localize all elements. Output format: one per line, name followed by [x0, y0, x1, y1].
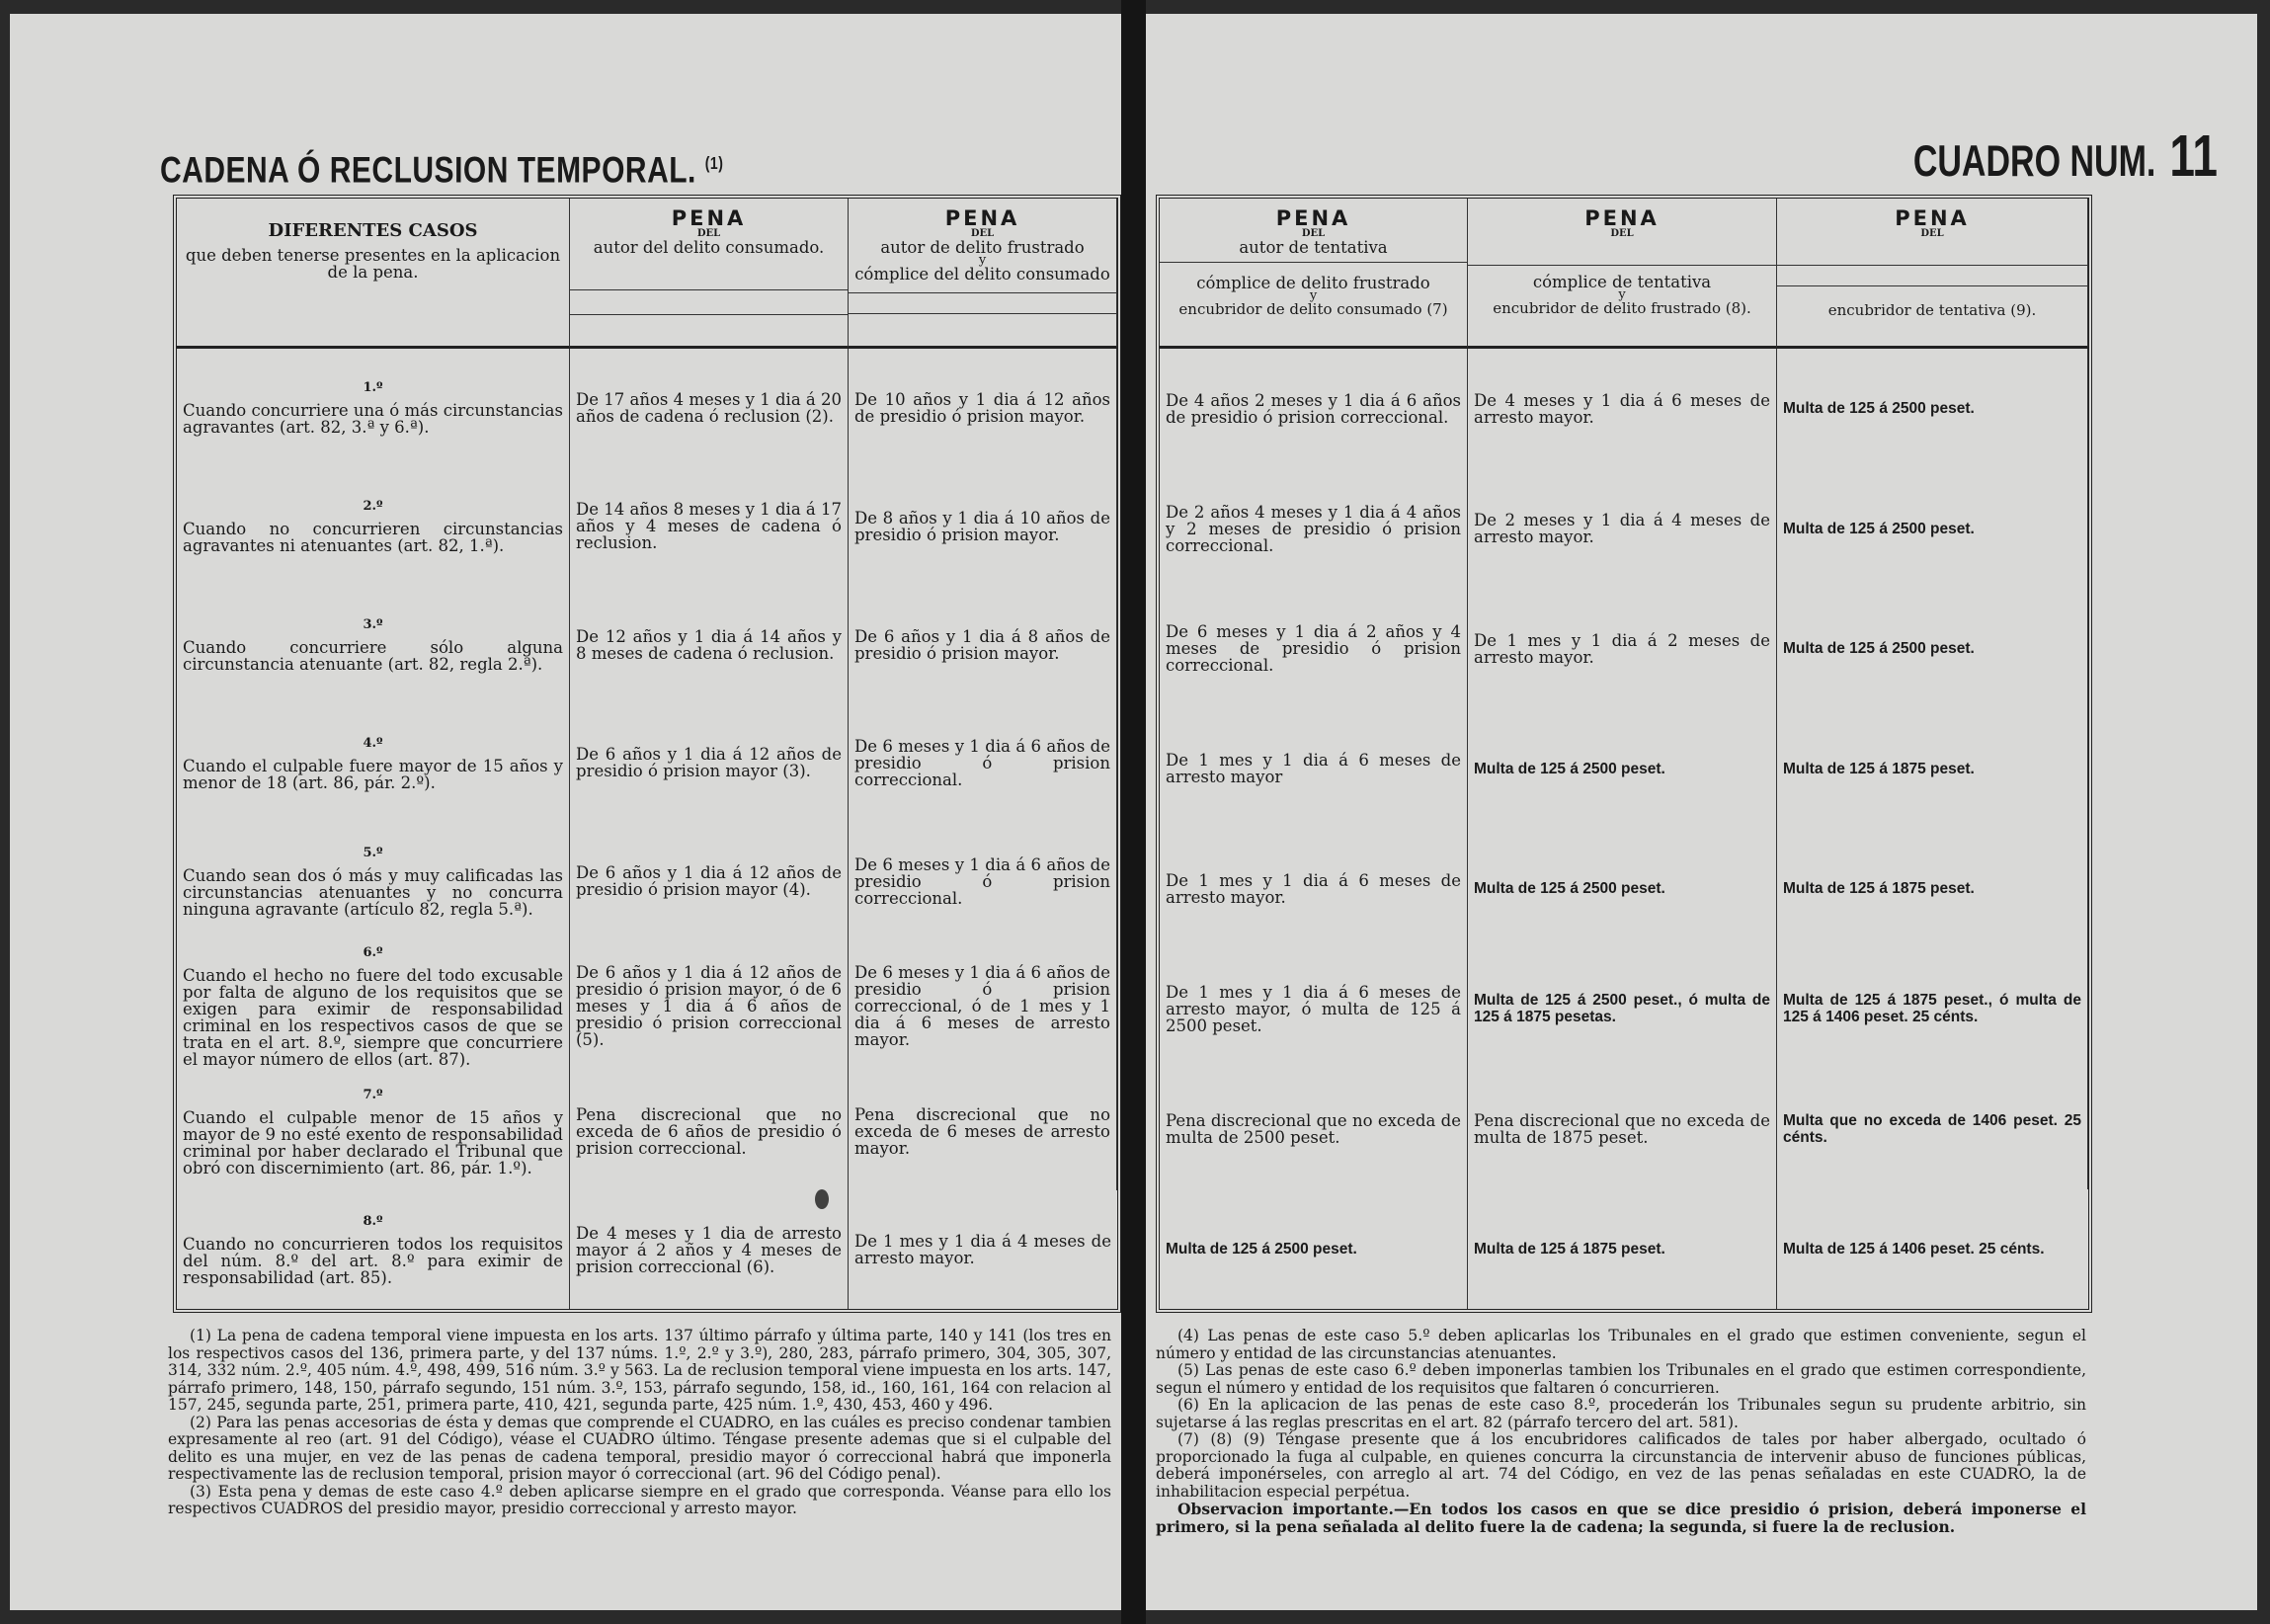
case-cell: 7.º Cuando el culpable menor de 15 años y mayor de 9 no esté exento de responsabilidad criminal por haber declarado el Tribunal que obró con discernimiento (art. 86, pár. 1.º).: [177, 1072, 570, 1190]
penalty-table-right: [1156, 195, 2092, 1313]
header-frustrado: PENA DEL autor de delito frustrado y cómplice del delito consumado: [849, 199, 1117, 349]
penalty-cell: De 4 años 2 meses y 1 dia á 6 años de presidio ó prision correccional.: [1160, 349, 1468, 469]
case-cell: 2.º Cuando no concurrieren circunstancias agravantes ni atenuantes (art. 82, 1.ª).: [177, 467, 570, 586]
ink-blot: [815, 1189, 829, 1209]
penalty-cell: De 6 meses y 1 dia á 6 años de presidio ó prision correccional.: [849, 822, 1117, 940]
footnote: (2) Para las penas accesorias de ésta y demas que comprende el CUADRO, en las cuáles es preciso condenar tambien expresamente al reo (art. 91 del Código), véase el CUADRO último. Téngase presente ademas que si el culpable del delito es una mujer, en vez de las penas de cadena temporal, presidio mayor ó correccional habrá que imponerla respectivamente las de reclusion temporal, prision mayor ó correccional (art. 96 del Código penal).: [168, 1413, 1111, 1483]
penalty-cell: Multa de 125 á 2500 peset.: [1777, 349, 2088, 469]
cuadro-number: CUADRO NUM. 11: [1912, 122, 2218, 189]
case-cell: 4.º Cuando el culpable fuere mayor de 15 años y menor de 18 (art. 86, pár. 2.º).: [177, 704, 570, 823]
penalty-cell: De 4 meses y 1 dia á 6 meses de arresto mayor.: [1468, 349, 1777, 469]
penalty-cell: De 6 años y 1 dia á 8 años de presidio ó prision mayor.: [849, 586, 1117, 704]
penalty-cell: Multa de 125 á 2500 peset.: [1777, 589, 2088, 709]
case-cell: 3.º Cuando concurriere sólo alguna circunstancia atenuante (art. 82, regla 2.ª).: [177, 586, 570, 704]
footnote: (3) Esta pena y demas de este caso 4.º deben aplicarse siempre en el grado que corresponda. Véanse para ello los respectivos CUADROS del presidio mayor, presidio correccional y arresto mayor.: [168, 1482, 1111, 1517]
footnote: (1) La pena de cadena temporal viene impuesta en los arts. 137 último párrafo y última parte, 140 y 141 (los tres en los respectivos casos del 136, primera parte, y del 137 núms. 1.º, 2.º y 3.º), 280, 283, párrafo primero, 304, 305, 307, 314, 332 núm. 2.º, 405 núm. 4.º, 498, 499, 516 núm. 3.º y 563. La de reclusion temporal viene impuesta en los arts. 147, párrafo primero, 148, 150, párrafo segundo, 151 núm. 3.º, 153, párrafo segundo, 158, id., 160, 161, 164 con relacion al 157, 245, segunda parte, 251, primera parte, 410, 421, segunda parte, 425 núm. 1.º, 430, 453, 460 y 496.: [168, 1327, 1111, 1414]
book-gutter: [1121, 0, 1146, 1624]
footnotes-right: [1156, 1328, 2086, 1535]
penalty-cell: Pena discrecional que no exceda de multa de 1875 peset.: [1468, 1069, 1777, 1189]
penalty-cell: De 1 mes y 1 dia á 6 meses de arresto mayor.: [1160, 829, 1468, 949]
header-cases: DIFERENTES CASOS que deben tenerse presentes en la aplicacion de la pena.: [177, 199, 570, 349]
penalty-cell: De 2 años 4 meses y 1 dia á 4 años y 2 meses de presidio ó prision correccional.: [1160, 469, 1468, 590]
penalty-cell: De 6 meses y 1 dia á 6 años de presidio ó prision correccional, ó de 1 mes y 1 dia á 6 meses de arresto mayor.: [849, 940, 1117, 1072]
page-title: CADENA Ó RECLUSION TEMPORAL. $^{(1)}$: [160, 150, 724, 192]
penalty-cell: De 6 meses y 1 dia á 2 años y 4 meses de presidio ó prision correccional.: [1160, 589, 1468, 709]
penalty-cell: Multa de 125 á 1875 peset.: [1468, 1189, 1777, 1310]
penalty-cell: De 6 años y 1 dia á 12 años de presidio ó prision mayor (3).: [570, 704, 849, 823]
penalty-cell: Pena discrecional que no exceda de multa de 2500 peset.: [1160, 1069, 1468, 1189]
penalty-cell: Multa de 125 á 1875 peset.: [1777, 709, 2088, 830]
penalty-cell: De 12 años y 1 dia á 14 años y 8 meses de cadena ó reclusion.: [570, 586, 849, 704]
header-complice-tentativa: PENA DEL cómplice de tentativa y encubridor de delito frustrado (8).: [1468, 199, 1777, 349]
penalty-cell: Multa de 125 á 1406 peset. 25 cénts.: [1783, 1240, 2045, 1258]
penalty-cell: De 1 mes y 1 dia á 4 meses de arresto mayor.: [854, 1232, 1111, 1268]
penalty-cell: De 4 meses y 1 dia de arresto mayor á 2 años y 4 meses de prision correccional (6).: [570, 1190, 849, 1309]
penalty-cell: De 10 años y 1 dia á 12 años de presidio ó prision mayor.: [849, 349, 1117, 467]
footnote: (6) En la aplicacion de las penas de este caso 8.º, procederán los Tribunales segun su prudente arbitrio, sin sujetarse á las reglas prescritas en el art. 82 (párrafo tercero del art. 581).: [1156, 1396, 2086, 1431]
penalty-cell: Multa de 125 á 1875 peset.: [1777, 829, 2088, 949]
penalty-cell: De 17 años 4 meses y 1 dia á 20 años de cadena ó reclusion (2).: [570, 349, 849, 467]
penalty-cell: Multa de 125 á 2500 peset., ó multa de 125 á 1875 pesetas.: [1468, 949, 1777, 1070]
penalty-cell: De 8 años y 1 dia á 10 años de presidio ó prision mayor.: [849, 467, 1117, 586]
penalty-cell: De 14 años 8 meses y 1 dia á 17 años y 4 meses de cadena ó reclusion.: [570, 467, 849, 586]
important-note: Observacion importante.—En todos los casos en que se dice presidio ó prision, deberá imponerse el primero, si la pena señalada al delito fuere la de cadena; la segunda, si fuere la de reclusion.: [1156, 1500, 2086, 1536]
case-cell: 6.º Cuando el hecho no fuere del todo excusable por falta de alguno de los requisitos que se exigen para eximir de responsabilidad criminal en los respectivos casos de que se trata en el art. 8.º, siempre que concurriere el mayor número de ellos (art. 87).: [177, 940, 570, 1072]
header-autor-consumado: PENA DEL autor del delito consumado.: [570, 199, 849, 349]
penalty-cell: Multa de 125 á 2500 peset.: [1160, 1189, 1468, 1310]
footnote: (5) Las penas de este caso 6.º deben imponerlas tambien los Tribunales en el grado que estimen correspondiente, segun el número y entidad de los requisitos que faltaren ó concurrieren.: [1156, 1361, 2086, 1397]
case-cell: 1.º Cuando concurriere una ó más circunstancias agravantes (art. 82, 3.ª y 6.ª).: [177, 349, 570, 467]
header-encubridor-tentativa: PENA DEL encubridor de tentativa (9).: [1777, 199, 2088, 349]
penalty-cell: De 6 meses y 1 dia á 6 años de presidio ó prision correccional.: [849, 704, 1117, 823]
penalty-cell: Multa que no exceda de 1406 peset. 25 cénts.: [1777, 1069, 2088, 1189]
footnote: (4) Las penas de este caso 5.º deben aplicarlas los Tribunales en el grado que estimen conveniente, segun el número y entidad de las circunstancias atenuantes.: [1156, 1327, 2086, 1362]
penalty-cell: De 1 mes y 1 dia á 6 meses de arresto mayor, ó multa de 125 á 2500 peset.: [1160, 949, 1468, 1070]
footnotes-left: [168, 1328, 1111, 1518]
penalty-cell: De 6 años y 1 dia á 12 años de presidio ó prision mayor (4).: [570, 822, 849, 940]
penalty-cell: De 6 años y 1 dia á 12 años de presidio ó prision mayor, ó de 6 meses y 1 dia á 6 años de presidio ó prision correccional (5).: [570, 940, 849, 1072]
penalty-cell: Pena discrecional que no exceda de 6 meses de arresto mayor.: [849, 1072, 1117, 1190]
penalty-cell: Multa de 125 á 2500 peset.: [1468, 709, 1777, 830]
right-page: [1146, 14, 2257, 1610]
left-page: [10, 14, 1121, 1610]
penalty-cell: Multa de 125 á 1875 peset., ó multa de 125 á 1406 peset. 25 cénts.: [1777, 949, 2088, 1070]
penalty-cell: Multa de 125 á 2500 peset.: [1777, 469, 2088, 590]
penalty-cell: Multa de 125 á 2500 peset.: [1468, 829, 1777, 949]
penalty-cell: Pena discrecional que no exceda de 6 años de presidio ó prision correccional.: [570, 1072, 849, 1190]
footnote: (7) (8) (9) Téngase presente que á los encubridores calificados de tales por haber albergado, ocultado ó proporcionado la fuga al culpable, en quienes concurra la circunstancia de intervenir abuso de funciones públicas, deberá imponérseles, con arreglo al art. 74 del Código, en vez de las penas señaladas en este CUADRO, la de inhabilitacion especial perpétua.: [1156, 1430, 2086, 1501]
header-tentativa: PENA DEL autor de tentativa cómplice de delito frustrado y encubridor de delito consumado (7): [1160, 199, 1468, 349]
penalty-table-left: [173, 195, 1121, 1313]
penalty-cell: De 2 meses y 1 dia á 4 meses de arresto mayor.: [1468, 469, 1777, 590]
penalty-cell: De 1 mes y 1 dia á 2 meses de arresto mayor.: [1468, 589, 1777, 709]
case-cell: 5.º Cuando sean dos ó más y muy calificadas las circunstancias atenuantes y no concurra ninguna agravante (artículo 82, regla 5.ª).: [177, 822, 570, 940]
penalty-cell: De 1 mes y 1 dia á 6 meses de arresto mayor: [1160, 709, 1468, 830]
case-cell: 8.º Cuando no concurrieren todos los requisitos del núm. 8.º del art. 8.º para eximir de responsabilidad (art. 85).: [177, 1190, 570, 1309]
